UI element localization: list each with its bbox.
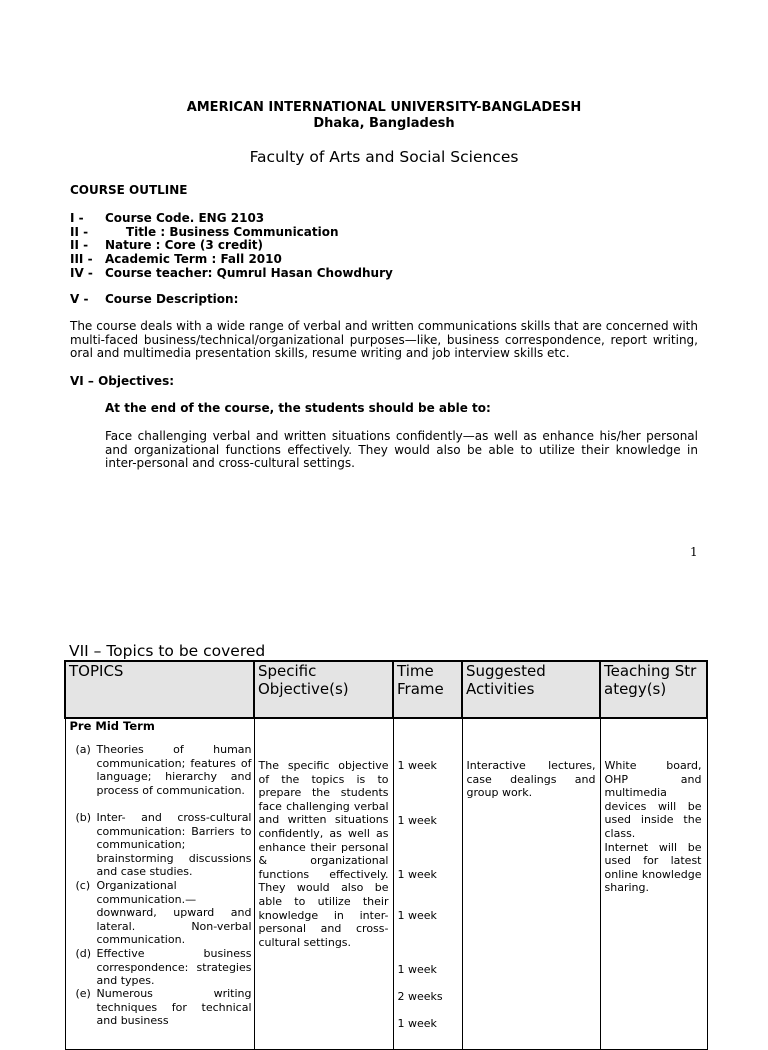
activities-cell	[462, 718, 600, 1050]
meta-text: Course teacher: Qumrul Hasan Chowdhury	[105, 266, 393, 280]
header-cell	[254, 661, 393, 718]
topic-text: Theories of human communication; features of language; hierarchy and process of communication.	[96, 743, 252, 797]
header-topics: TOPICS	[69, 662, 124, 680]
time-frame-value: 1 week	[397, 963, 437, 976]
meta-text: Nature : Core (3 credit)	[105, 238, 264, 252]
topics-cell	[65, 718, 254, 1050]
topic-item	[76, 743, 252, 797]
objective-cell	[254, 718, 393, 1050]
objectives-subtitle: At the end of the course, the students should be able to:	[105, 401, 491, 415]
meta-number: II -	[70, 225, 89, 239]
time-frame-cell	[393, 718, 462, 1050]
header-cell	[462, 661, 600, 718]
time-frame-value: 1 week	[397, 868, 437, 881]
time-frame-value: 1 week	[397, 1017, 437, 1030]
time-frame-value: 2 weeks	[397, 990, 443, 1003]
header-teaching-strategy: Teaching Strategy(s)	[604, 662, 697, 698]
topic-text: Organizational communication.—downward, upward and lateral. Non-verbal communication.	[96, 879, 252, 947]
objective-text: The specific objective of the topics is to prepare the students face challenging verbal and written situations confidently, as well as enhance their personal & organizational functions effectively. They would also be able to utilize their knowledge in inter-personal and cross-cultural settings.	[258, 759, 389, 949]
course-outline-title: COURSE OUTLINE	[70, 183, 188, 197]
topic-label: (c)	[75, 879, 91, 892]
course-description-text: The course deals with a wide range of verbal and written communications skills that are concerned with multi-faced business/technical/organizational purposes—like, business correspondence, report writing, oral and multimedia presentation skills, resume writing and job interview skills etc.	[70, 319, 698, 361]
meta-number: I -	[70, 211, 84, 225]
meta-text: Course Code. ENG 2103	[105, 211, 265, 225]
meta-text: Academic Term : Fall 2010	[105, 252, 282, 266]
topics-heading: VII – Topics to be covered	[69, 642, 266, 660]
topic-item	[76, 811, 252, 879]
group-label: Pre Mid Term	[69, 719, 155, 733]
header-specific-objectives: Specific Objective(s)	[258, 662, 349, 698]
activities-text: Interactive lectures, case dealings and group work.	[466, 759, 596, 800]
header-suggested-activities: Suggested Activities	[466, 662, 546, 698]
topic-label: (d)	[75, 947, 92, 960]
header-cell	[65, 661, 254, 718]
strategy-text: White board, OHP and multimedia devices will be used inside the class. Internet will be used for latest online knowledge sharing.	[604, 759, 702, 895]
topic-label: (e)	[75, 987, 91, 1000]
time-frame-value: 1 week	[397, 909, 437, 922]
time-frame-value: 1 week	[397, 814, 437, 827]
university-header	[0, 100, 768, 132]
page-number: 1	[690, 545, 698, 559]
strategy-cell	[600, 718, 707, 1050]
meta-text: Title : Business Communication	[105, 225, 339, 239]
table-row	[65, 718, 707, 1050]
header-cell	[600, 661, 707, 718]
objectives-heading: VI – Objectives:	[70, 374, 175, 388]
university-name: AMERICAN INTERNATIONAL UNIVERSITY-BANGLADESH	[186, 100, 582, 115]
header-cell	[393, 661, 462, 718]
meta-number: II -	[70, 238, 89, 252]
topic-item	[76, 987, 252, 1028]
meta-number: IV -	[70, 266, 93, 280]
topic-text: Numerous writing techniques for technical and business	[96, 987, 252, 1028]
topic-label: (b)	[75, 811, 92, 824]
table-header-row	[65, 661, 707, 718]
topic-text: Effective business correspondence: strategies and types.	[96, 947, 252, 988]
faculty-title: Faculty of Arts and Social Sciences	[249, 148, 519, 166]
topic-label: (a)	[75, 743, 91, 756]
topic-item	[76, 879, 252, 947]
section-number: V -	[70, 292, 89, 306]
time-frame-value: 1 week	[397, 759, 437, 772]
topics-table	[64, 660, 708, 1050]
objectives-text: Face challenging verbal and written situations confidently—as well as enhance his/her personal and organizational functions effectively. They would also be able to utilize their knowledge in inter-personal and cross-cultural settings.	[105, 429, 698, 471]
section-title: Course Description:	[105, 292, 239, 306]
meta-number: III -	[70, 252, 93, 266]
topic-text: Inter- and cross-cultural communication: Barriers to communication; brainstorming discussions and case studies.	[96, 811, 252, 879]
topic-item	[76, 947, 252, 988]
university-city: Dhaka, Bangladesh	[313, 116, 455, 131]
header-time-frame: Time Frame	[397, 662, 444, 698]
